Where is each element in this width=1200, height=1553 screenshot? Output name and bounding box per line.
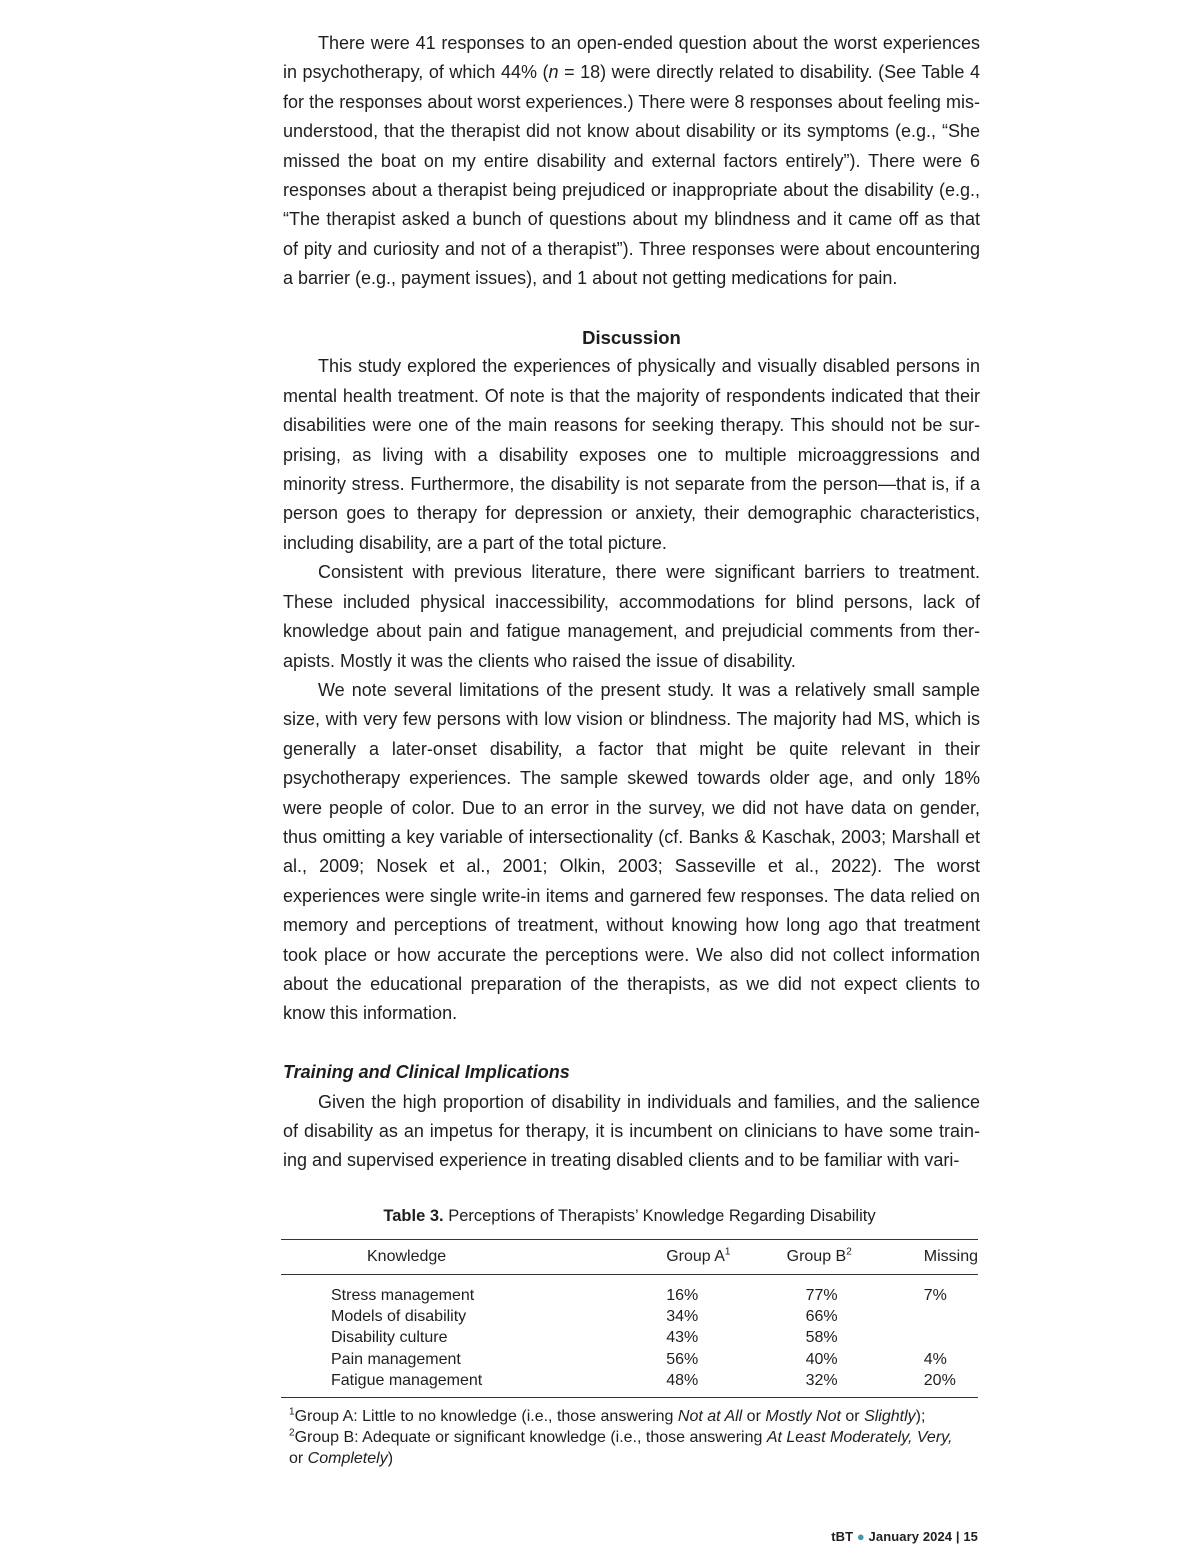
paragraph-discussion-1: This study explored the experiences of physically and visually disabled persons in mental health treatment. Of note is that the majority of respondents indicated that their disabilities were one of the main reasons for seeking therapy. This should not be surprising, as living with a disability exposes one to multiple microaggressions and minority stress. Furthermore, the disability is not separate from the person—that is, if a person goes to therapy for depression or anxiety, their demographic characteristics, including disability, are a part of the total picture. xyxy=(283,356,980,553)
italic-run: Not at All xyxy=(677,1408,743,1426)
cell-group-a: 56% xyxy=(666,1350,699,1368)
cell-knowledge: Pain management xyxy=(331,1350,461,1368)
cell-group-a: 43% xyxy=(666,1329,699,1347)
table-header-row xyxy=(281,1240,978,1275)
paragraph-training: Given the high proportion of disability in individuals and families, and the salience of disability as an impetus for therapy, it is incumbent on clinicians to have some training and supervised experience in treating disabled clients and to be familiar with vari- xyxy=(283,1091,980,1171)
page-number: 15 xyxy=(963,1529,978,1544)
footnote-marker: 2 xyxy=(289,1427,295,1439)
footnote-marker: 2 xyxy=(846,1246,852,1258)
text-run: or xyxy=(840,1408,865,1426)
cell-knowledge: Disability culture xyxy=(331,1329,448,1347)
cell-group-b: 66% xyxy=(805,1308,838,1326)
cell-group-b: 58% xyxy=(805,1329,838,1347)
italic-run: Slightly xyxy=(864,1408,916,1426)
text-run: Group B: Adequate or significant knowledge (i.e., those answering xyxy=(294,1429,767,1447)
footer-date: January 2024 xyxy=(868,1529,953,1544)
italic-n: n xyxy=(548,62,559,83)
text-run: or xyxy=(289,1450,308,1468)
italic-run: Mostly Not xyxy=(765,1408,841,1426)
cell-missing: 20% xyxy=(923,1371,956,1389)
header-missing: Missing xyxy=(924,1240,978,1275)
header-knowledge: Knowledge xyxy=(281,1240,666,1275)
text-run: ); xyxy=(915,1408,926,1426)
header-group-b-label: Group B xyxy=(786,1248,847,1265)
cell-missing xyxy=(924,1327,978,1348)
table-row xyxy=(281,1306,978,1327)
header-group-b xyxy=(787,1240,924,1275)
footer-separator: | xyxy=(955,1529,960,1544)
text-run: or xyxy=(742,1408,766,1426)
table-3 xyxy=(281,1203,978,1469)
paragraph-limitations: We note several limitations of the present study. It was a relatively small sample size, with very few persons with low vision or blindness. The majority had MS, which is generally a later-onset disability, a factor that might be quite relevant in their psychotherapy experiences. The sample skewed towards older age, and only 18% were people of color. Due to an error in the survey, we did not have data on gender, thus omitting a key variable of intersectionality (cf. Banks & Kaschak, 2003; Marshall et al., 2009; Nosek et al., 2001; Olkin, 2003; Sasseville et al., 2022). The worst experiences were single write-in items and garnered few responses. The data relied on memory and perceptions of treatment, without knowing how long ago that treatment took place or how accurate the perceptions were. We also did not collect information about the educational preparation of the therapists, as we did not expect clients to know this information. xyxy=(283,679,980,1024)
section-heading-discussion: Discussion xyxy=(582,327,681,349)
article-body xyxy=(283,29,980,1176)
table-caption xyxy=(281,1203,978,1229)
cell-knowledge: Models of disability xyxy=(331,1308,467,1326)
text-run: There were 41 responses to an open-ended question about the worst experiences in psychotherapy, of which 44% ( xyxy=(283,33,980,83)
cell-missing xyxy=(924,1306,978,1327)
cell-group-b: 77% xyxy=(805,1287,838,1304)
paragraph-worst-experiences xyxy=(283,29,980,294)
cell-group-b: 32% xyxy=(805,1371,838,1389)
footer-journal: tBT xyxy=(831,1529,854,1544)
table-row xyxy=(281,1275,978,1307)
cell-group-a: 16% xyxy=(666,1287,699,1304)
italic-run: At Least Moderately, Very, xyxy=(766,1429,953,1447)
cell-group-a: 48% xyxy=(666,1371,699,1389)
table-row xyxy=(281,1349,978,1370)
table-row xyxy=(281,1370,978,1398)
table-caption-text: Perceptions of Therapists’ Knowledge Regarding Disability xyxy=(443,1207,876,1225)
page-footer xyxy=(831,1529,978,1544)
paragraph-discussion-2: Consistent with previous literature, there were significant barriers to treatment. These included physical inaccessibility, accommodations for blind persons, lack of knowledge about pain and fatigue management, and prejudicial comments from therapists. Mostly it was the clients who raised the issue of disability. xyxy=(283,562,980,671)
cell-missing: 7% xyxy=(923,1287,947,1304)
header-group-a xyxy=(666,1240,786,1275)
table-caption-label: Table 3. xyxy=(383,1207,444,1225)
cell-missing: 4% xyxy=(923,1350,947,1368)
text-run: = 18) were directly related to disability. (See Table 4 for the responses about worst experiences.) There were 8 responses about feeling misunderstood, that the therapist did not know about disability or its symptoms (e.g., “She missed the boat on my entire disability and external factors entirely”). There were 6 responses about a therapist being prejudiced or inappropriate about the disability (e.g., “The therapist asked a bunch of questions about my blindness and it came off as that of pity and curiosity and not of a therapist”). Three responses were about encountering a barrier (e.g., payment issues), and 1 about not getting medications for pain. xyxy=(283,62,980,289)
table-notes xyxy=(289,1406,969,1469)
italic-run: Completely xyxy=(307,1450,388,1468)
cell-group-a: 34% xyxy=(666,1308,699,1326)
footnote-marker: 1 xyxy=(289,1406,295,1418)
header-group-a-label: Group A xyxy=(666,1248,725,1265)
table-row xyxy=(281,1327,978,1348)
table-note-1 xyxy=(289,1406,969,1427)
cell-knowledge: Fatigue management xyxy=(331,1371,483,1389)
text-run: ) xyxy=(387,1450,394,1468)
text-run: Group A: Little to no knowledge (i.e., those answering xyxy=(294,1408,678,1426)
subsection-heading-training: Training and Clinical Implications xyxy=(283,1062,570,1083)
footnote-marker: 1 xyxy=(724,1246,731,1258)
bullet-dot-icon: ● xyxy=(856,1529,865,1544)
table-note-2 xyxy=(289,1427,969,1469)
knowledge-table xyxy=(281,1239,978,1398)
cell-group-b: 40% xyxy=(805,1350,838,1368)
cell-knowledge: Stress management xyxy=(331,1287,475,1304)
